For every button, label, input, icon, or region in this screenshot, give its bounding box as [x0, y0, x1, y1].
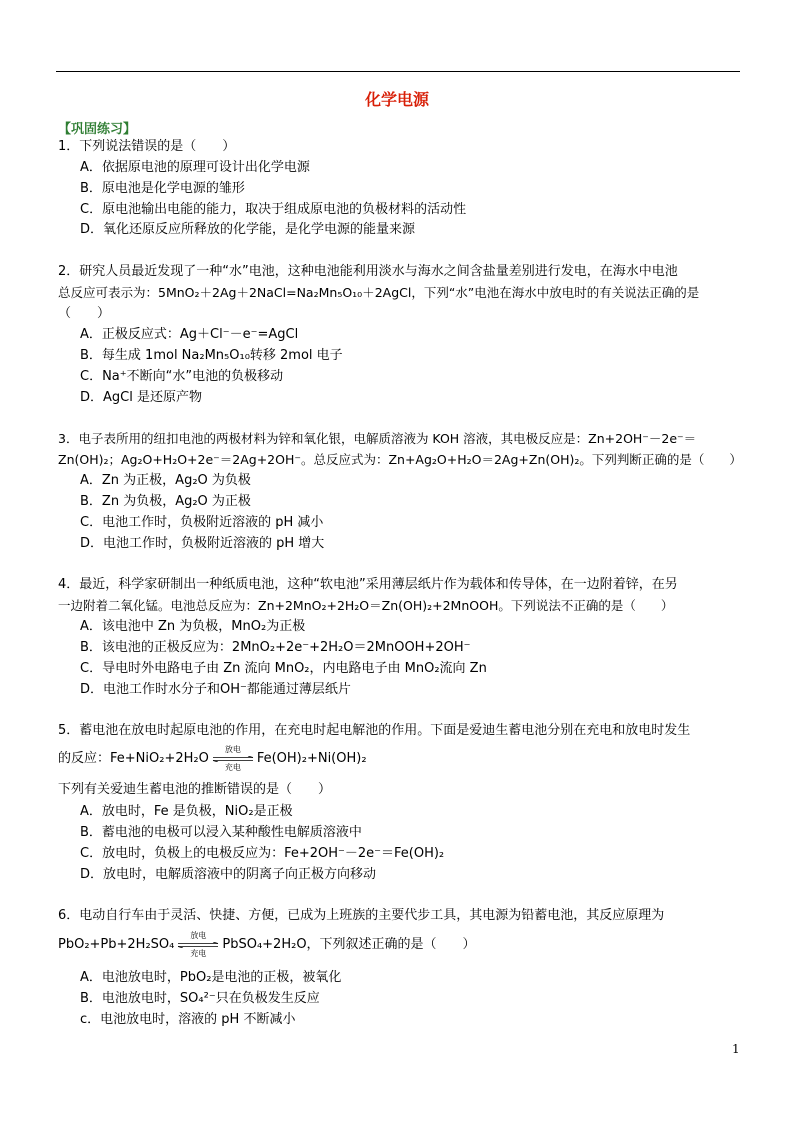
q3-stem-line2: Zn(OH)₂；Ag₂O+H₂O+2e⁻＝2Ag+2OH⁻。总反应式为：Zn+Ag₂O+H₂O＝2Ag+Zn(OH)₂。下列判断正确的是（ ） [58, 452, 742, 467]
q2-option-d: D．AgCl 是还原产物 [80, 390, 202, 405]
q3-stem-line1: 3．电子表所用的纽扣电池的两极材料为锌和氧化银，电解质溶液为 KOH 溶液，其电极反应是：Zn+2OH⁻－2e⁻＝ [58, 431, 697, 446]
q1-option-a: A．依据原电池的原理可设计出化学电源 [80, 160, 310, 175]
q6-equation-right: PbSO₄+2H₂O，下列叙述正确的是（ ） [222, 937, 476, 952]
header-rule [56, 71, 740, 72]
q4-option-c: C．导电时外电路电子由 Zn 流向 MnO₂，内电路电子由 MnO₂流向 Zn [80, 661, 487, 676]
q5-arrow-bottom-label: 充电 [224, 762, 241, 772]
q3-option-d: D．电池工作时，负极附近溶液的 pH 增大 [80, 536, 325, 551]
q6-stem-line2 [58, 930, 476, 958]
q6-option-c: c．电池放电时，溶液的 pH 不断减小 [80, 1012, 296, 1027]
q5-arrow-top-label: 放电 [224, 744, 241, 754]
section-heading: 【巩固练习】 [58, 122, 137, 137]
q6-equation-left: PbO₂+Pb+2H₂SO₄ [58, 937, 175, 952]
q5-stem-line1: 5．蓄电池在放电时起原电池的作用，在充电时起电解池的作用。下面是爱迪生蓄电池分别在充电和放电时发生 [58, 723, 691, 738]
q4-stem-line1: 4．最近，科学家研制出一种纸质电池，这种“软电池”采用薄层纸片作为载体和传导体，在一边附着锌，在另 [58, 577, 678, 592]
q2-option-b: B．每生成 1mol Na₂Mn₅O₁₀转移 2mol 电子 [80, 348, 343, 363]
q5-option-d: D．放电时，电解质溶液中的阴离子向正极方向移动 [80, 867, 377, 882]
q3-option-a: A．Zn 为正极，Ag₂O 为负极 [80, 473, 251, 488]
q1-option-b: B．原电池是化学电源的雏形 [80, 181, 245, 196]
q2-stem-line3: （ ） [58, 306, 111, 321]
double-harpoon-icon [176, 942, 220, 948]
page-title: 化学电源 [364, 90, 429, 109]
q1-stem: 1．下列说法错误的是（ ） [58, 139, 236, 154]
q4-option-a: A．该电池中 Zn 为负极，MnO₂为正极 [80, 619, 306, 634]
q5-equation-left: 的反应：Fe+NiO₂+2H₂O [58, 751, 209, 766]
q3-option-c: C．电池工作时，负极附近溶液的 pH 减小 [80, 515, 324, 530]
q6-option-a: A．电池放电时，PbO₂是电池的正极，被氧化 [80, 970, 342, 985]
q5-stem-line3: 下列有关爱迪生蓄电池的推断错误的是（ ） [58, 782, 332, 797]
q5-option-a: A．放电时，Fe 是负极，NiO₂是正极 [80, 804, 293, 819]
q5-option-c: C．放电时，负极上的电极反应为：Fe+2OH⁻－2e⁻＝Fe(OH)₂ [80, 846, 445, 861]
q5-equation-right: Fe(OH)₂+Ni(OH)₂ [256, 751, 367, 766]
q2-stem-line2: 总反应可表示为：5MnO₂＋2Ag＋2NaCl=Na₂Mn₅O₁₀＋2AgCl，下列“水”电池在海水中放电时的有关说法正确的是 [58, 285, 700, 300]
q4-stem-line2: 一边附着二氧化锰。电池总反应为：Zn+2MnO₂+2H₂O＝Zn(OH)₂+2MnOOH。下列说法不正确的是（ ） [58, 598, 674, 613]
q1-option-d: D．氧化还原反应所释放的化学能，是化学电源的能量来源 [80, 222, 416, 237]
q4-option-b: B．该电池的正极反应为：2MnO₂+2e⁻+2H₂O＝2MnOOH+2OH⁻ [80, 640, 471, 655]
q6-option-b: B．电池放电时，SO₄²⁻只在负极发生反应 [80, 991, 320, 1006]
q6-stem-line1: 6．电动自行车由于灵活、快捷、方便，已成为上班族的主要代步工具，其电源为铅蓄电池，其反应原理为 [58, 908, 665, 923]
q5-option-b: B．蓄电池的电极可以浸入某种酸性电解质溶液中 [80, 825, 362, 840]
page-number: 1 [732, 1042, 740, 1056]
reversible-arrow-icon [211, 744, 255, 772]
q2-stem-line1: 2．研究人员最近发现了一种“水”电池，这种电池能利用淡水与海水之间含盐量差别进行发电，在海水中电池 [58, 264, 678, 279]
q5-stem-line2 [58, 744, 367, 772]
q6-arrow-top-label: 放电 [190, 930, 207, 940]
q1-option-c: C．原电池输出电能的能力，取决于组成原电池的负极材料的活动性 [80, 202, 467, 217]
q6-arrow-bottom-label: 充电 [190, 948, 207, 958]
q2-option-c: C．Na⁺不断向“水”电池的负极移动 [80, 369, 284, 384]
q4-option-d: D．电池工作时水分子和OH⁻都能通过薄层纸片 [80, 682, 351, 697]
q3-option-b: B．Zn 为负极，Ag₂O 为正极 [80, 494, 251, 509]
reversible-arrow-icon [176, 930, 220, 958]
double-harpoon-icon [211, 756, 255, 762]
q2-option-a: A．正极反应式：Ag＋Cl⁻－e⁻=AgCl [80, 327, 299, 342]
